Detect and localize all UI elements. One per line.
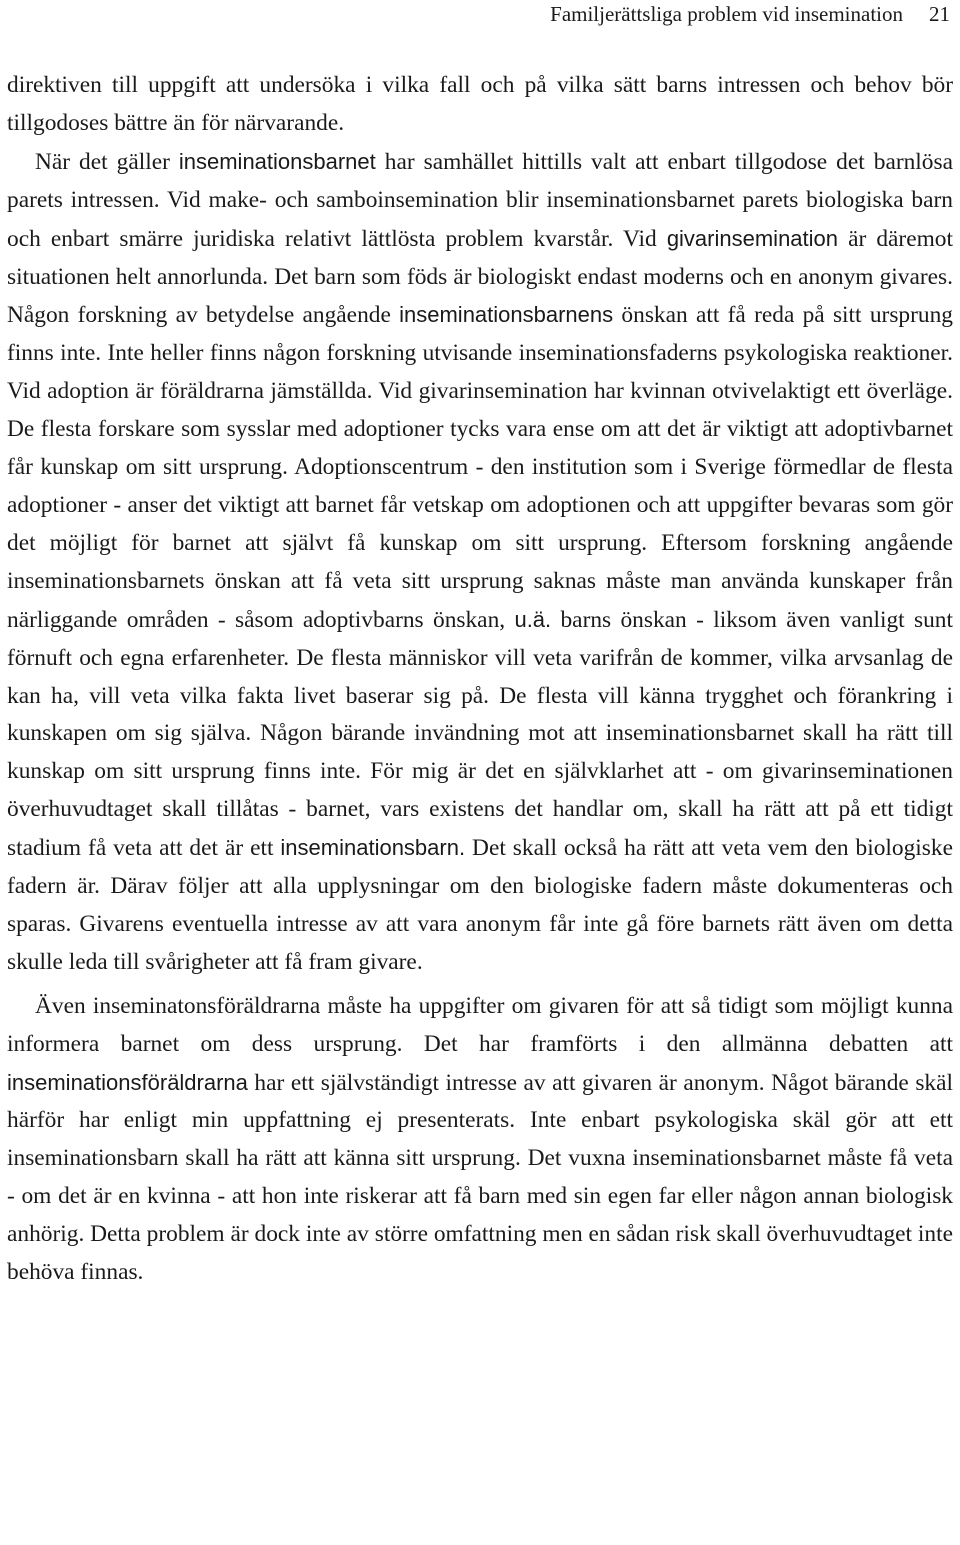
text-run: Även inseminatonsföräldrarna måste ha uppgifter om givaren för att så tidigt som möjligt kunna informera barnet om dess ursprung. Det har framförts i den allmänna debatten att xyxy=(7,992,953,1057)
page-number: 21 xyxy=(929,2,950,26)
text-run: har samhället hittills valt att enbart tillgodose det barnlösa parets intressen. Vid make- och samboinsemination blir inseminationsbarnet parets biologiska barn och enbart smärre juridiska relativt lättlösta problem kvarstår. Vid xyxy=(7,148,953,252)
emphasized-term: inseminationsföräldrarna xyxy=(7,1069,248,1095)
paragraph xyxy=(7,988,953,1292)
emphasized-term: u.ä. xyxy=(514,606,552,632)
paragraph-continuation xyxy=(7,67,953,143)
running-header-title: Familjerättsliga problem vid insemination xyxy=(550,2,903,26)
paragraph xyxy=(7,143,953,982)
emphasized-term: inseminationsbarnens xyxy=(399,302,614,328)
emphasized-term: givarinsemination xyxy=(666,225,839,251)
text-run: Det skall också ha rätt att veta vem den biologiske fadern är. Därav följer att alla upplysningar om den biologiske fadern måste dokumenteras och sparas. Givarens eventuella intresse av att vara anonym får inte gå före barnets rätt även om detta skulle leda till svårigheter att få fram givare. xyxy=(7,835,953,975)
text-run: är däremot situationen helt annorlunda. Det barn som föds är biologiskt endast moderns och en anonym givares. Någon forskning av betydelse angående xyxy=(7,225,953,329)
emphasized-term: inseminationsbarn. xyxy=(280,835,466,861)
body-text xyxy=(7,67,953,1292)
text-run: direktiven till uppgift att undersöka i vilka fall och på vilka sätt barns intressen och behov bör tillgodoses bättre än för närvarande. xyxy=(7,72,953,136)
text-run: barns önskan - liksom även vanligt sunt förnuft och egna erfarenheter. De flesta människor vill veta varifrån de kommer, vilka arvsanlag de kan ha, vill veta vilka fakta livet baserar sig på. De flesta vill känna trygghet och förankring i kunskapen om sig själva. Någon bärande invändning mot att inseminationsbarnet skall ha rätt till kunskap om sitt ursprung finns inte. För mig är det en självklarhet att - om givarinseminationen överhuvudtaget skall tillåtas - barnet, vars existens det handlar om, skall ha rätt att på ett tidigt stadium få veta att det är ett xyxy=(7,606,953,862)
text-run: har ett självständigt intresse av att givaren är anonym. Något bärande skäl härför har enligt min uppfattning ej presenterats. Inte enbart psykologiska skäl gör att ett inseminationsbarn skall ha rätt att känna sitt ursprung. Det vuxna inseminationsbarnet måste få veta - om det är en kvinna - att hon inte riskerar att få barn med sin egen far eller någon annan biologisk anhörig. Detta problem är dock inte av större omfattning men en sådan risk skall överhuvudtaget inte behöva finnas. xyxy=(7,1069,953,1286)
text-run: När det gäller xyxy=(35,148,179,175)
text-run: önskan att få reda på sitt ursprung finns inte. Inte heller finns någon forskning utvisande inseminationsfaderns psykologiska reaktioner. Vid adoption är föräldrarna jämställda. Vid givarinsemination har kvinnan otvivelaktigt ett överläge. De flesta forskare som sysslar med adoptioner tycks vara ense om att det är viktigt att adoptivbarnet får kunskap om sitt ursprung. Adoptionscentrum - den institution som i Sverige förmedlar de flesta adoptioner - anser det viktigt att barnet får vetskap om adoptionen och att uppgifter bevaras som gör det möjligt för barnet att självt få kunskap om sitt ursprung. Eftersom forskning angående inseminationsbarnets önskan att få veta sitt ursprung saknas måste man använda kunskaper från närliggande områden - såsom adoptivbarns önskan, xyxy=(7,302,953,633)
document-page xyxy=(7,0,953,1292)
emphasized-term: inseminationsbarnet xyxy=(178,148,376,174)
running-header xyxy=(7,0,953,28)
